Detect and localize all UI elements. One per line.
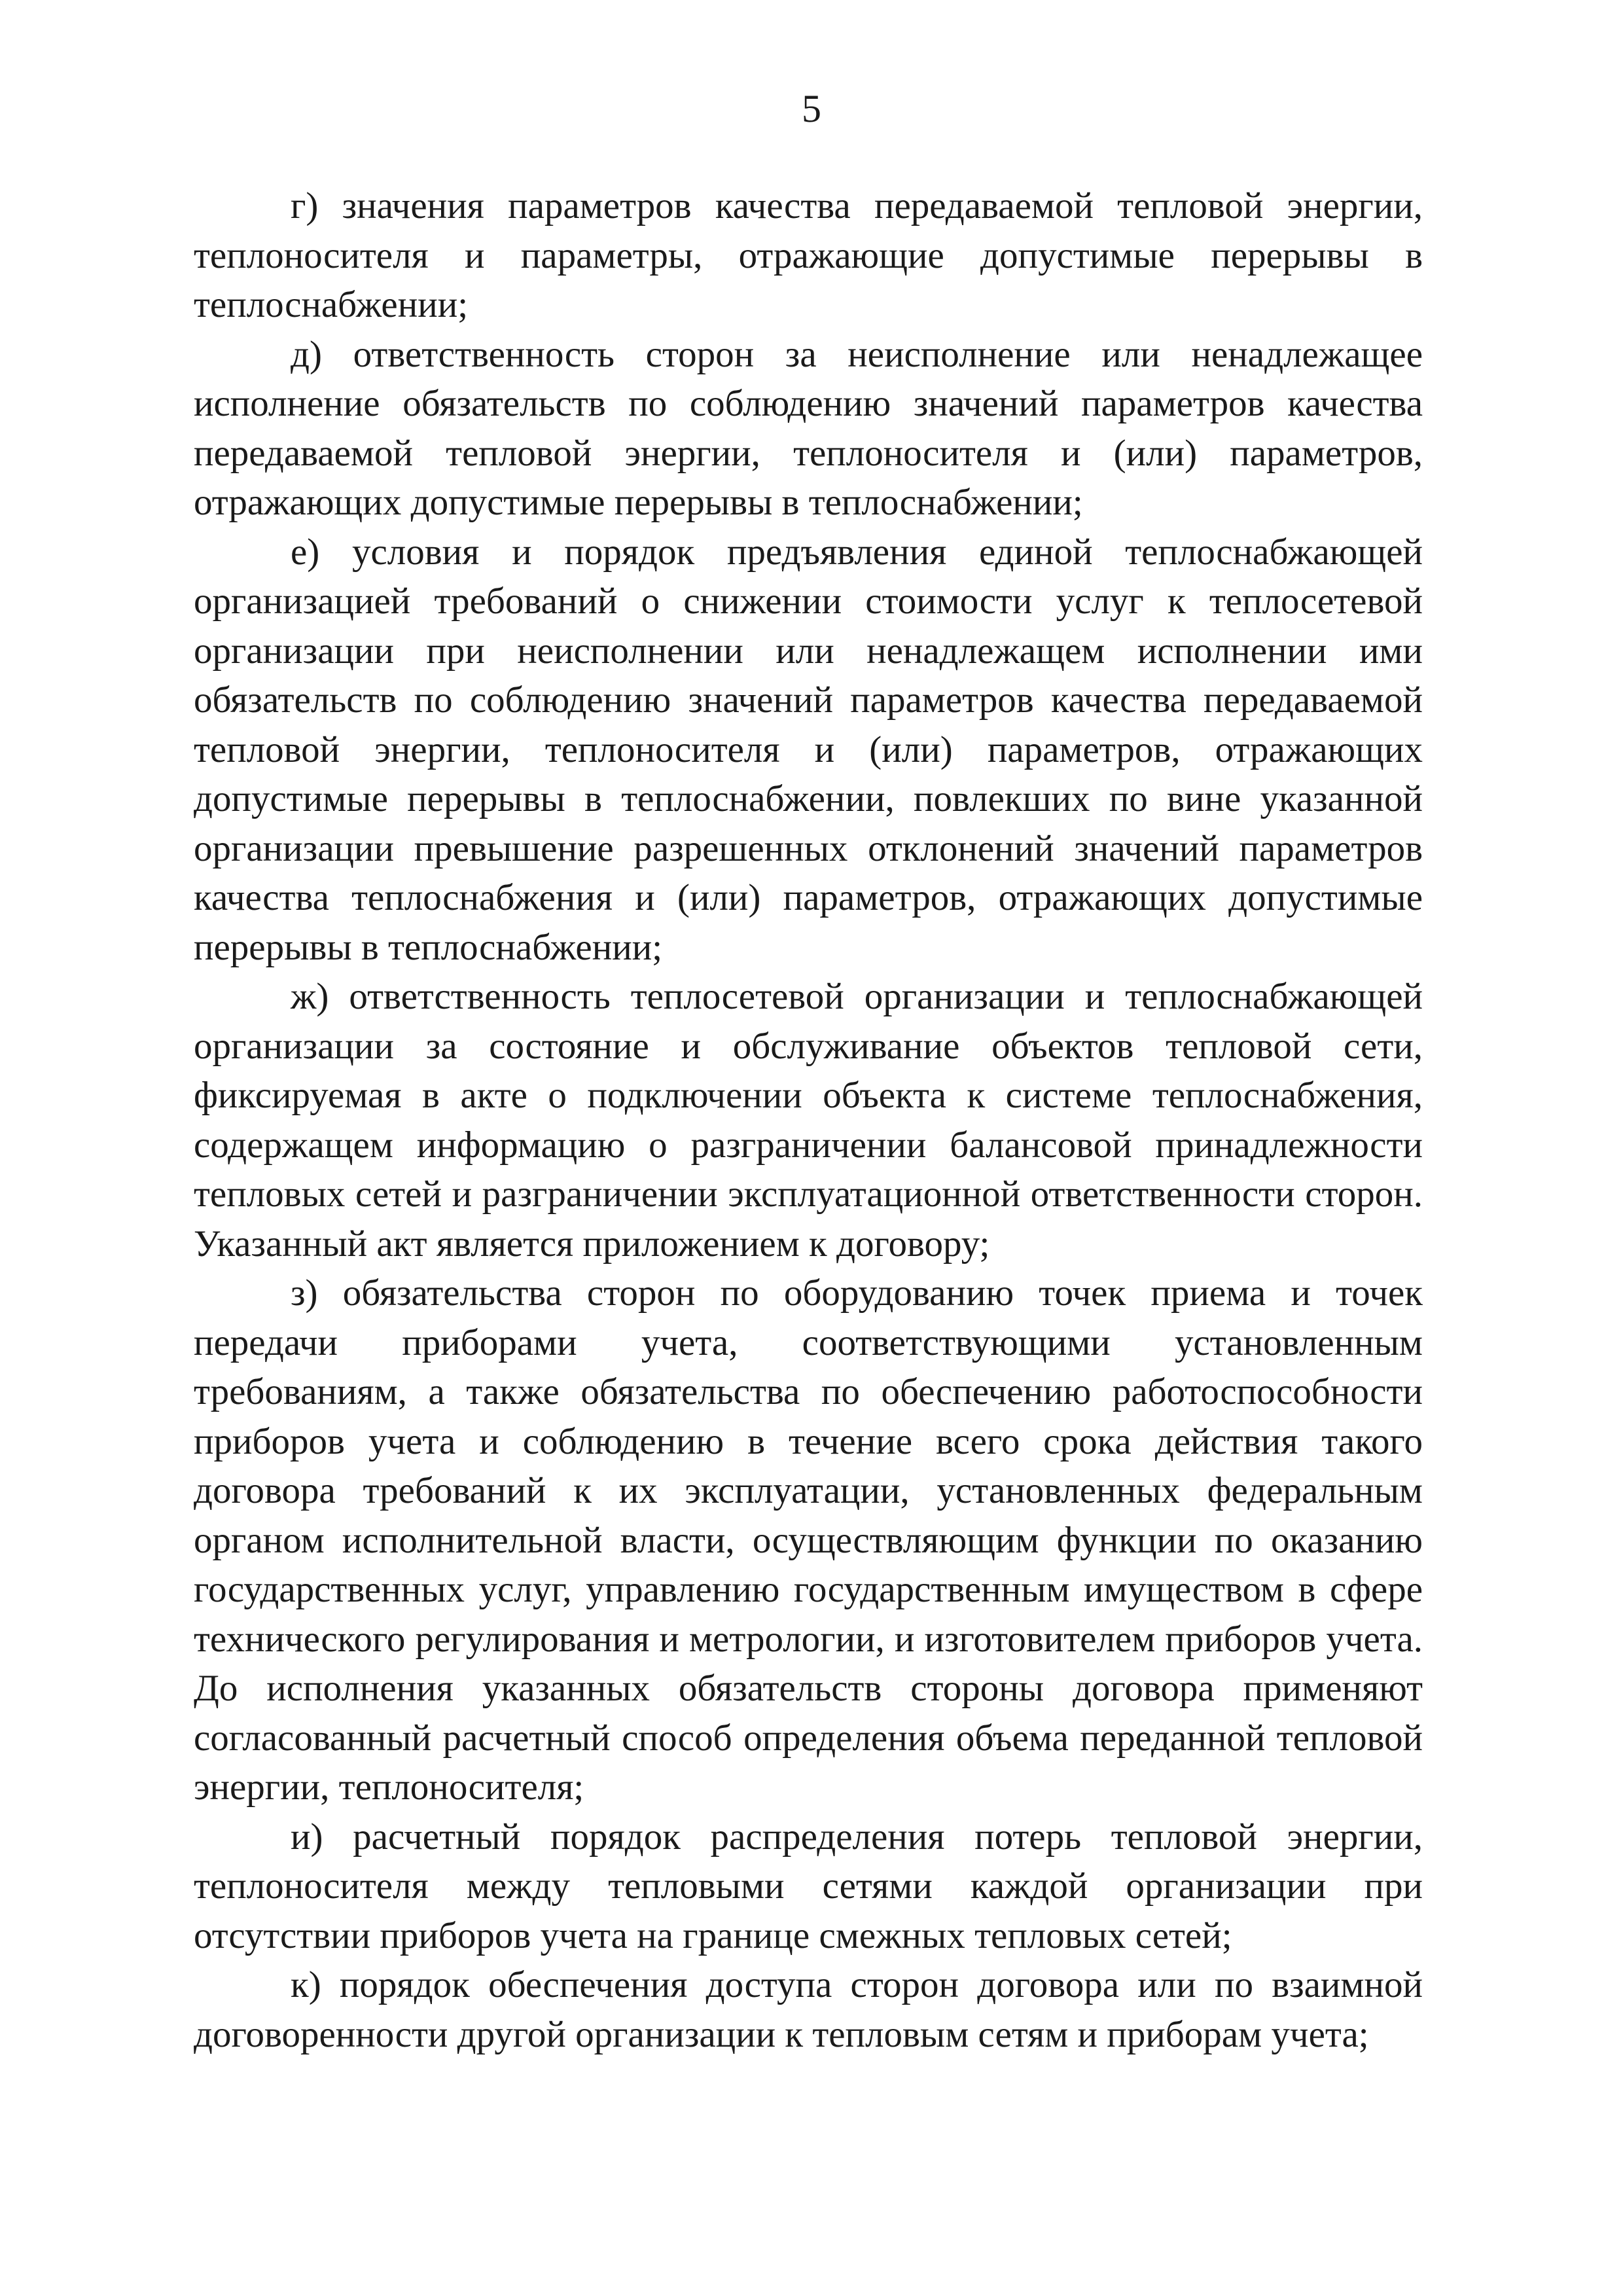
- list-item-e: [194, 528, 1423, 973]
- list-item-z: [194, 1268, 1423, 1812]
- item-text: условия и порядок предъявления единой теплоснабжающей организацией требований о снижении стоимости услуг к теплосетевой организации при неисполнении или ненадлежащем исполнении ими обязательств по соблюдению значений параметров качества передаваемой тепловой энергии, теплоносителя и (или) параметров, отражающих допустимые перерывы в теплоснабжении, повлекших по вине указанной организации превышение разрешенных отклонений значений параметров качества теплоснабжения и (или) параметров, отражающих допустимые перерывы в теплоснабжении;: [194, 531, 1423, 968]
- item-text: ответственность сторон за неисполнение или ненадлежащее исполнение обязательств по соблюдению значений параметров качества передаваемой тепловой энергии, теплоносителя и (или) параметров, отражающих допустимые перерывы в теплоснабжении;: [194, 333, 1423, 523]
- list-item-g: [194, 181, 1423, 330]
- document-body: [194, 181, 1423, 2059]
- item-marker: и): [291, 1816, 323, 1857]
- item-text: расчетный порядок распределения потерь тепловой энергии, теплоносителя между тепловыми сетями каждой организации при отсутствии приборов учета на границе смежных тепловых сетей;: [194, 1816, 1423, 1956]
- list-item-d: [194, 330, 1423, 528]
- list-item-i: [194, 1812, 1423, 1961]
- item-text: порядок обеспечения доступа сторон договора или по взаимной договоренности другой организации к тепловым сетям и приборам учета;: [194, 1964, 1423, 2055]
- item-text: обязательства сторон по оборудованию точек приема и точек передачи приборами учета, соответствующими установленным требованиям, а также обязательства по обеспечению работоспособности приборов учета и соблюдению в течение всего срока действия такого договора требований к их эксплуатации, установленных федеральным органом исполнительной власти, осуществляющим функции по оказанию государственных услуг, управлению государственным имуществом в сфере технического регулирования и метрологии, и изготовителем приборов учета. До исполнения указанных обязательств стороны договора применяют согласованный расчетный способ определения объема переданной тепловой энергии, теплоносителя;: [194, 1272, 1423, 1808]
- list-item-zh: [194, 972, 1423, 1268]
- page-number: 5: [802, 87, 821, 130]
- item-marker: д): [291, 333, 322, 375]
- item-text: ответственность теплосетевой организации и теплоснабжающей организации за состояние и обслуживание объектов тепловой сети, фиксируемая в акте о подключении объекта к системе теплоснабжения, содержащем информацию о разграничении балансовой принадлежности тепловых сетей и разграничении эксплуатационной ответственности сторон. Указанный акт является приложением к договору;: [194, 976, 1423, 1265]
- item-text: значения параметров качества передаваемой тепловой энергии, теплоносителя и параметры, отражающие допустимые перерывы в теплоснабжении;: [194, 185, 1423, 325]
- item-marker: з): [291, 1272, 318, 1314]
- item-marker: к): [291, 1964, 321, 2005]
- item-marker: г): [291, 185, 319, 226]
- item-marker: ж): [291, 976, 329, 1017]
- item-marker: е): [291, 531, 320, 573]
- list-item-k: [194, 1960, 1423, 2059]
